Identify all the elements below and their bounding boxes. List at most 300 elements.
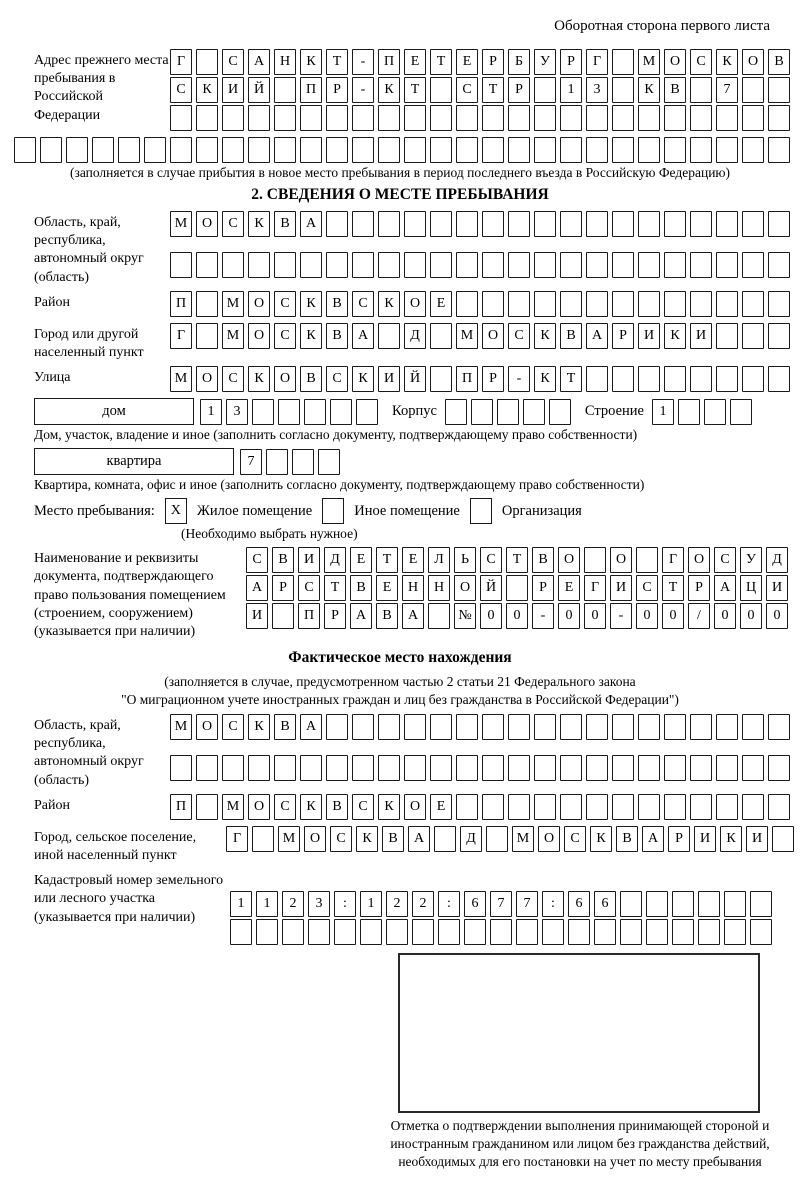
char-cell xyxy=(664,211,686,237)
char-cell: Г xyxy=(226,826,248,852)
char-cell: В xyxy=(326,794,348,820)
char-cell: И xyxy=(610,575,632,601)
char-cell: 6 xyxy=(568,891,590,917)
prev-address-block xyxy=(6,49,794,133)
char-cell xyxy=(716,211,738,237)
char-cell: К xyxy=(196,77,218,103)
char-cell xyxy=(508,252,530,278)
char-cell xyxy=(456,105,478,131)
ulitsa-block xyxy=(6,366,794,394)
char-cell: 0 xyxy=(714,603,736,629)
char-cell: К xyxy=(300,794,322,820)
char-cell: О xyxy=(248,323,270,349)
char-cell: - xyxy=(508,366,530,392)
char-cell: Р xyxy=(532,575,554,601)
prev-address-row-2 xyxy=(170,77,794,103)
char-cell: П xyxy=(300,77,322,103)
char-cell xyxy=(404,137,426,163)
char-cell xyxy=(612,252,634,278)
char-cell xyxy=(742,755,764,781)
char-cell xyxy=(508,755,530,781)
char-cell: К xyxy=(534,366,556,392)
char-cell xyxy=(497,399,519,425)
char-cell: Е xyxy=(430,794,452,820)
char-cell xyxy=(196,755,218,781)
char-cell xyxy=(716,714,738,740)
char-cell: 1 xyxy=(360,891,382,917)
char-cell xyxy=(352,714,374,740)
char-cell xyxy=(534,291,556,317)
fact-note-1: (заполняется в случае, предусмотренном частью 2 статьи 21 Федерального закона xyxy=(164,674,636,690)
char-cell: Н xyxy=(274,49,296,75)
char-cell: П xyxy=(378,49,400,75)
stamp-caption: Отметка о подтверждении выполнения принимающей стороной и иностранным гражданином или лицом без гражданства действий, необходимых для его постановки на учет по месту пребывания xyxy=(390,1118,770,1169)
section2-title: 2. СВЕДЕНИЯ О МЕСТЕ ПРЕБЫВАНИЯ xyxy=(251,186,549,203)
char-cell xyxy=(274,755,296,781)
char-cell: С xyxy=(222,49,244,75)
char-cell: В xyxy=(326,291,348,317)
oblast-label: Область, край, республика, автономный округ (область) xyxy=(34,215,144,285)
char-cell xyxy=(378,323,400,349)
char-cell: : xyxy=(438,891,460,917)
char-cell xyxy=(612,137,634,163)
char-cell: В xyxy=(532,547,554,573)
gorod-block xyxy=(6,323,794,362)
char-cell: В xyxy=(376,603,398,629)
fact-title: Фактическое место нахождения xyxy=(288,649,512,667)
document-label: Наименование и реквизиты документа, подтверждающего право пользования помещением (строением, сооружением) (указывается при наличии) xyxy=(34,551,226,639)
char-cell xyxy=(326,755,348,781)
char-cell xyxy=(352,252,374,278)
char-cell xyxy=(412,919,434,945)
char-cell xyxy=(586,366,608,392)
char-cell xyxy=(768,291,790,317)
char-cell: М xyxy=(638,49,660,75)
char-cell xyxy=(612,366,634,392)
char-cell: Н xyxy=(428,575,450,601)
char-cell xyxy=(326,211,348,237)
char-cell xyxy=(560,714,582,740)
char-cell xyxy=(750,891,772,917)
char-cell xyxy=(304,399,326,425)
char-cell xyxy=(326,137,348,163)
raion-row xyxy=(170,291,794,317)
char-cell: Р xyxy=(612,323,634,349)
char-cell: С xyxy=(352,291,374,317)
char-cell xyxy=(690,291,712,317)
char-cell xyxy=(300,252,322,278)
char-cell: В xyxy=(616,826,638,852)
char-cell: В xyxy=(272,547,294,573)
char-cell: В xyxy=(326,323,348,349)
document-row-1 xyxy=(246,547,792,573)
char-cell: Г xyxy=(586,49,608,75)
char-cell: С xyxy=(274,291,296,317)
char-cell: А xyxy=(586,323,608,349)
char-cell xyxy=(664,366,686,392)
char-cell xyxy=(560,252,582,278)
char-cell xyxy=(300,137,322,163)
char-cell: Т xyxy=(404,77,426,103)
char-cell: К xyxy=(248,714,270,740)
char-cell: 1 xyxy=(200,399,222,425)
char-cell: Н xyxy=(402,575,424,601)
fact-gorod-block xyxy=(6,826,794,865)
char-cell xyxy=(248,137,270,163)
gorod-row xyxy=(170,323,794,349)
char-cell xyxy=(742,291,764,317)
char-cell: М xyxy=(456,323,478,349)
char-cell xyxy=(386,919,408,945)
char-cell xyxy=(508,211,530,237)
char-cell: М xyxy=(170,211,192,237)
char-cell xyxy=(672,919,694,945)
char-cell: О xyxy=(538,826,560,852)
char-cell: И xyxy=(690,323,712,349)
char-cell xyxy=(482,291,504,317)
char-cell xyxy=(456,291,478,317)
char-cell: О xyxy=(304,826,326,852)
char-cell xyxy=(508,137,530,163)
oblast-block xyxy=(6,211,794,287)
char-cell: О xyxy=(688,547,710,573)
char-cell: О xyxy=(248,291,270,317)
char-cell xyxy=(274,105,296,131)
char-cell: Т xyxy=(326,49,348,75)
prev-address-row-3 xyxy=(170,105,794,131)
char-cell: С xyxy=(326,366,348,392)
char-cell xyxy=(471,399,493,425)
char-cell: А xyxy=(350,603,372,629)
char-cell: К xyxy=(352,366,374,392)
char-cell xyxy=(378,714,400,740)
char-cell xyxy=(664,252,686,278)
char-cell xyxy=(742,137,764,163)
char-cell xyxy=(456,252,478,278)
fact-gorod-row xyxy=(226,826,798,852)
mesto-label: Место пребывания: xyxy=(34,502,155,519)
char-cell: В xyxy=(382,826,404,852)
char-cell: В xyxy=(350,575,372,601)
char-cell xyxy=(292,449,314,475)
mesto-note: (Необходимо выбрать нужное) xyxy=(181,526,358,542)
char-cell xyxy=(690,105,712,131)
char-cell: И xyxy=(222,77,244,103)
char-cell: А xyxy=(352,323,374,349)
char-cell xyxy=(690,366,712,392)
char-cell xyxy=(612,105,634,131)
char-cell: 1 xyxy=(256,891,278,917)
char-cell xyxy=(742,323,764,349)
char-cell xyxy=(482,105,504,131)
organizatsiya-label: Организация xyxy=(501,502,582,519)
char-cell xyxy=(482,755,504,781)
char-cell: В xyxy=(274,714,296,740)
char-cell xyxy=(222,137,244,163)
char-cell: У xyxy=(740,547,762,573)
char-cell xyxy=(586,291,608,317)
char-cell xyxy=(482,211,504,237)
fact-oblast-block xyxy=(6,714,794,790)
char-cell: К xyxy=(534,323,556,349)
char-cell xyxy=(690,794,712,820)
fact-gorod-label: Город, сельское поселение, иной населенный пункт xyxy=(34,829,197,863)
char-cell xyxy=(698,919,720,945)
prev-address-row-1 xyxy=(170,49,794,75)
char-cell: 2 xyxy=(386,891,408,917)
char-cell: № xyxy=(454,603,476,629)
char-cell xyxy=(636,547,658,573)
char-cell: 2 xyxy=(282,891,304,917)
kvartira-box-label: квартира xyxy=(34,448,234,475)
corner-note: Оборотная сторона первого листа xyxy=(554,18,770,34)
char-cell: Т xyxy=(506,547,528,573)
char-cell xyxy=(274,252,296,278)
char-cell: Е xyxy=(558,575,580,601)
char-cell xyxy=(534,137,556,163)
char-cell: Р xyxy=(482,49,504,75)
char-cell xyxy=(430,323,452,349)
char-cell: 0 xyxy=(584,603,606,629)
prev-address-label: Адрес прежнего места пребывания в Российской Федерации xyxy=(34,53,169,123)
char-cell xyxy=(664,137,686,163)
char-cell xyxy=(196,49,218,75)
char-cell xyxy=(638,794,660,820)
char-cell xyxy=(742,252,764,278)
char-cell xyxy=(464,919,486,945)
char-cell xyxy=(620,919,642,945)
char-cell xyxy=(508,291,530,317)
char-cell: Р xyxy=(326,77,348,103)
char-cell xyxy=(196,137,218,163)
char-cell xyxy=(638,211,660,237)
char-cell: 3 xyxy=(308,891,330,917)
char-cell xyxy=(768,211,790,237)
char-cell xyxy=(430,77,452,103)
kvartira-row xyxy=(6,448,794,475)
char-cell: 6 xyxy=(464,891,486,917)
char-cell: О xyxy=(196,211,218,237)
char-cell xyxy=(560,105,582,131)
char-cell xyxy=(664,794,686,820)
char-cell: В xyxy=(300,366,322,392)
char-cell xyxy=(742,211,764,237)
char-cell: 3 xyxy=(586,77,608,103)
char-cell xyxy=(456,755,478,781)
char-cell xyxy=(534,714,556,740)
char-cell: : xyxy=(334,891,356,917)
char-cell xyxy=(716,323,738,349)
char-cell: И xyxy=(638,323,660,349)
char-cell: К xyxy=(664,323,686,349)
prev-address-overflow-row xyxy=(6,137,794,163)
char-cell: С xyxy=(636,575,658,601)
char-cell: 0 xyxy=(558,603,580,629)
char-cell xyxy=(646,919,668,945)
char-cell xyxy=(196,105,218,131)
char-cell xyxy=(612,755,634,781)
char-cell: 3 xyxy=(226,399,248,425)
char-cell: П xyxy=(456,366,478,392)
char-cell: Ц xyxy=(740,575,762,601)
char-cell: 1 xyxy=(652,399,674,425)
char-cell: П xyxy=(170,291,192,317)
char-cell xyxy=(40,137,62,163)
char-cell: У xyxy=(534,49,556,75)
char-cell: А xyxy=(642,826,664,852)
char-cell: О xyxy=(196,366,218,392)
char-cell xyxy=(704,399,726,425)
char-cell xyxy=(404,211,426,237)
char-cell: К xyxy=(378,77,400,103)
char-cell: Д xyxy=(324,547,346,573)
dom-row xyxy=(6,398,794,425)
korpus-cells xyxy=(445,399,575,425)
char-cell: В xyxy=(560,323,582,349)
char-cell xyxy=(594,919,616,945)
char-cell xyxy=(638,755,660,781)
char-cell: Т xyxy=(482,77,504,103)
char-cell xyxy=(118,137,140,163)
char-cell: И xyxy=(298,547,320,573)
char-cell: С xyxy=(222,366,244,392)
char-cell xyxy=(300,105,322,131)
char-cell xyxy=(690,252,712,278)
char-cell xyxy=(560,794,582,820)
fact-oblast-row-2 xyxy=(170,755,794,781)
char-cell: Т xyxy=(430,49,452,75)
char-cell xyxy=(534,211,556,237)
kadastr-row-2 xyxy=(230,919,776,945)
char-cell xyxy=(222,755,244,781)
char-cell xyxy=(664,755,686,781)
char-cell: Е xyxy=(376,575,398,601)
char-cell xyxy=(612,714,634,740)
char-cell xyxy=(716,137,738,163)
char-cell xyxy=(456,714,478,740)
char-cell xyxy=(378,755,400,781)
fact-oblast-label: Область, край, республика, автономный округ (область) xyxy=(34,718,144,788)
char-cell: И xyxy=(766,575,788,601)
char-cell: А xyxy=(300,211,322,237)
char-cell xyxy=(750,919,772,945)
raion-block xyxy=(6,291,794,319)
char-cell: К xyxy=(378,291,400,317)
char-cell: Б xyxy=(508,49,530,75)
char-cell: Р xyxy=(560,49,582,75)
char-cell xyxy=(768,252,790,278)
char-cell: О xyxy=(664,49,686,75)
stroenie-cells xyxy=(652,399,756,425)
char-cell: К xyxy=(300,323,322,349)
char-cell xyxy=(586,794,608,820)
char-cell: Е xyxy=(350,547,372,573)
char-cell xyxy=(586,211,608,237)
char-cell xyxy=(430,714,452,740)
char-cell xyxy=(612,794,634,820)
char-cell xyxy=(196,291,218,317)
char-cell xyxy=(772,826,794,852)
char-cell: Т xyxy=(324,575,346,601)
char-cell: К xyxy=(248,366,270,392)
char-cell xyxy=(326,252,348,278)
gorod-label: Город или другой населенный пункт xyxy=(34,326,144,360)
dom-note: Дом, участок, владение и иное (заполнить согласно документу, подтверждающему право собственности) xyxy=(34,427,638,443)
char-cell xyxy=(430,755,452,781)
fact-note-2: "О миграционном учете иностранных граждан и лиц без гражданства в Российской Федерации") xyxy=(121,692,679,708)
char-cell xyxy=(586,105,608,131)
char-cell: Е xyxy=(456,49,478,75)
char-cell: О xyxy=(742,49,764,75)
char-cell xyxy=(378,137,400,163)
char-cell xyxy=(14,137,36,163)
document-block xyxy=(6,547,794,641)
char-cell xyxy=(586,137,608,163)
char-cell xyxy=(428,603,450,629)
char-cell xyxy=(690,77,712,103)
char-cell xyxy=(274,77,296,103)
char-cell: Й xyxy=(404,366,426,392)
char-cell xyxy=(330,399,352,425)
char-cell xyxy=(404,105,426,131)
char-cell: М xyxy=(278,826,300,852)
char-cell xyxy=(352,105,374,131)
char-cell xyxy=(326,105,348,131)
char-cell xyxy=(516,919,538,945)
char-cell: Г xyxy=(584,575,606,601)
stamp-box xyxy=(398,953,760,1113)
char-cell xyxy=(664,714,686,740)
char-cell: Д xyxy=(404,323,426,349)
char-cell: О xyxy=(274,366,296,392)
char-cell: А xyxy=(714,575,736,601)
document-row-3 xyxy=(246,603,792,629)
char-cell: И xyxy=(746,826,768,852)
char-cell: Т xyxy=(662,575,684,601)
char-cell: М xyxy=(512,826,534,852)
char-cell: С xyxy=(274,323,296,349)
char-cell: - xyxy=(610,603,632,629)
char-cell xyxy=(584,547,606,573)
zhiloe-label: Жилое помещение xyxy=(196,502,313,519)
char-cell: С xyxy=(564,826,586,852)
char-cell xyxy=(690,137,712,163)
char-cell xyxy=(690,211,712,237)
char-cell xyxy=(612,49,634,75)
char-cell: К xyxy=(720,826,742,852)
char-cell xyxy=(768,137,790,163)
char-cell: В xyxy=(768,49,790,75)
char-cell: А xyxy=(408,826,430,852)
char-cell xyxy=(196,794,218,820)
char-cell xyxy=(445,399,467,425)
char-cell: М xyxy=(222,323,244,349)
inoe-checkbox xyxy=(322,498,344,524)
fact-raion-label: Район xyxy=(34,797,70,813)
char-cell xyxy=(690,714,712,740)
char-cell: 6 xyxy=(594,891,616,917)
char-cell xyxy=(742,794,764,820)
char-cell: Р xyxy=(508,77,530,103)
char-cell xyxy=(256,919,278,945)
char-cell: Г xyxy=(662,547,684,573)
char-cell: Д xyxy=(460,826,482,852)
char-cell xyxy=(92,137,114,163)
char-cell xyxy=(549,399,571,425)
char-cell xyxy=(490,919,512,945)
char-cell: А xyxy=(248,49,270,75)
organizatsiya-checkbox xyxy=(470,498,492,524)
